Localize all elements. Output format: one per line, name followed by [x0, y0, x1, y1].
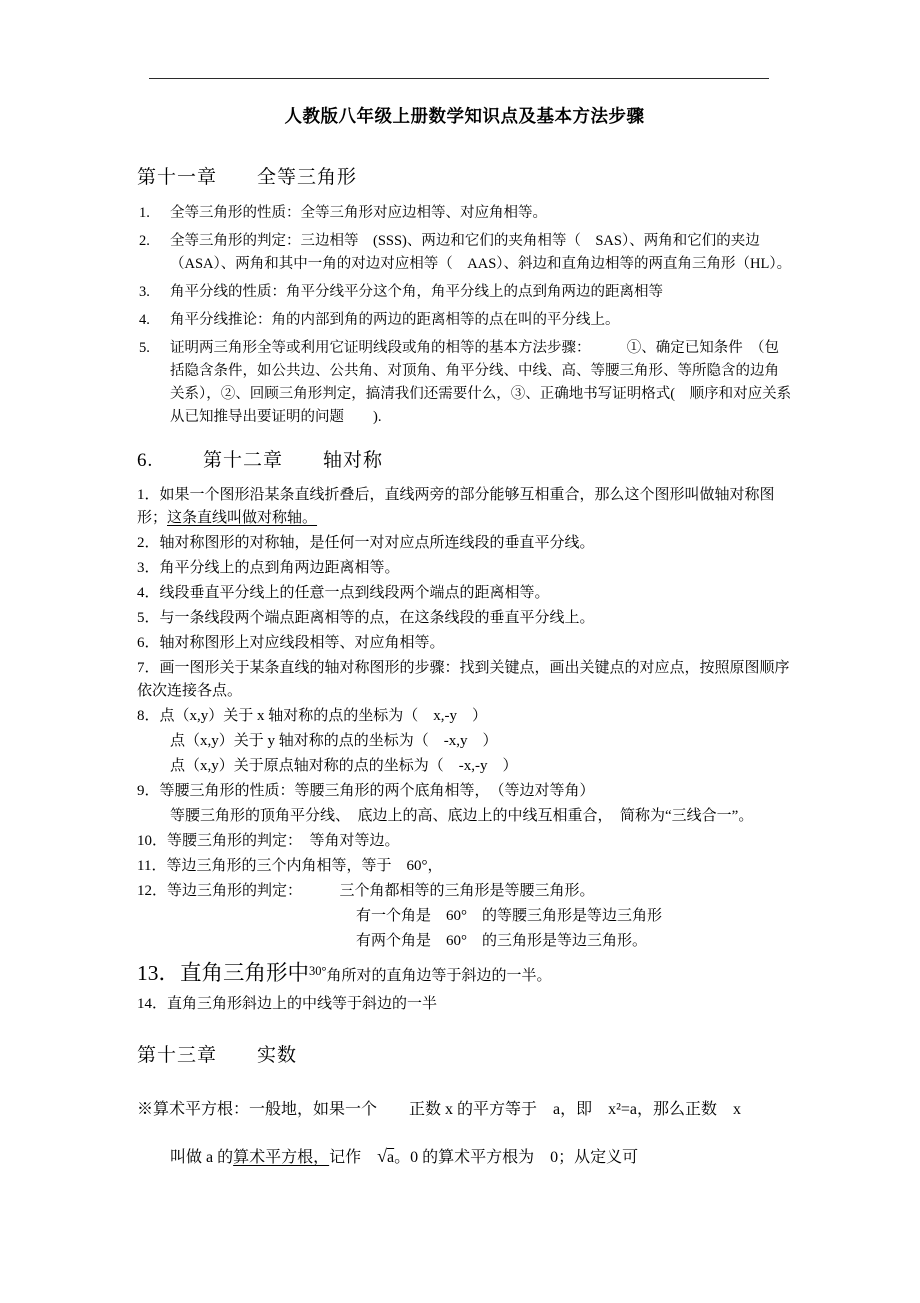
ch12-item-12-line3: 有两个角是 60° 的三角形是等边三角形。 [356, 933, 648, 949]
ch12-item-12-line1: 12．等边三角形的判定： 三个角都相等的三角形是等腰三角形。 [137, 883, 595, 899]
underlined-text: 这条直线叫做对称轴。 [167, 510, 318, 526]
item-number: 2. [139, 233, 150, 249]
ch12-item-10: 10．等腰三角形的判定： 等角对等边。 [137, 833, 400, 849]
ch11-item-3 [137, 281, 792, 304]
ch11-item-4 [137, 309, 792, 332]
ch12-item-7: 7．画一图形关于某条直线的轴对称图形的步骤：找到关键点，画出关键点的对应点，按照原图顺序依次连接各点。 [137, 660, 790, 699]
ch12-item-2: 2．轴对称图形的对称轴，是任何一对对应点所连线段的垂直平分线。 [137, 535, 595, 551]
chapter-13-heading: 第十三章 实数 [137, 1045, 298, 1066]
ch11-item-1 [137, 202, 792, 225]
ch12-item-6: 6．轴对称图形上对应线段相等、对应角相等。 [137, 635, 445, 651]
ch13-paragraph-line2 [137, 1143, 792, 1171]
ch12-item-12-line2: 有一个角是 60° 的等腰三角形是等边三角形 [356, 908, 663, 924]
ch12-item-8-line3: 点（x,y）关于原点轴对称的点的坐标为（ -x,-y ） [170, 758, 518, 774]
item-text: 角平分线的性质：角平分线平分这个角，角平分线上的点到角两边的距离相等 [170, 284, 663, 300]
ch12-item-9-line1: 9．等腰三角形的性质：等腰三角形的两个底角相等， （等边对等角） [137, 783, 595, 799]
radical-sign: √ [377, 1146, 388, 1166]
item-text: 1．如果一个图形沿某条直线折叠后，直线两旁的部分能够互相重合，那么这个图形叫做轴对称图形； [137, 487, 775, 526]
line2-mid-text: 记作 [329, 1149, 378, 1166]
line2-pre-text: 叫做 a 的 [170, 1149, 234, 1166]
arith-sqrt-underlined: 算术平方根， [233, 1149, 330, 1166]
ch13-paragraph-line1: ※算术平方根：一般地，如果一个 正数 x 的平方等于 a，即 x²=a，那么正数 x [137, 1101, 742, 1118]
ch12-item-11: 11．等边三角形的三个内角相等，等于 60°， [137, 858, 443, 874]
document-title: 人教版八年级上册数学知识点及基本方法步骤 [284, 106, 645, 126]
ch11-item-5 [137, 337, 792, 429]
ch11-item-2 [137, 230, 792, 276]
item-13-rest-text: 角所对的直角边等于斜边的一半。 [326, 968, 552, 984]
radicand: a [387, 1149, 395, 1166]
item-text: 全等三角形的判定：三边相等 (SSS)、两边和它们的夹角相等（ SAS）、两角和它们的夹边（ASA）、两角和其中一角的对边对应相等（ AAS）、斜边和直角边相等的两直角三角形（HL）。 [170, 233, 792, 272]
item-13-angle-value: 30° [309, 964, 327, 978]
chapter-11-list [137, 202, 792, 429]
chapter-11-heading: 第十一章 全等三角形 [137, 167, 358, 188]
chapter-12-heading [137, 445, 792, 472]
ch12-item-13 [137, 956, 792, 991]
sqrt-a-expression [377, 1146, 395, 1166]
chapter-12-number: 6. [137, 450, 154, 471]
ch12-item-1 [137, 484, 792, 530]
item-text: 全等三角形的性质：全等三角形对应边相等、对应角相等。 [170, 205, 547, 221]
item-number: 4. [139, 312, 150, 328]
item-number: 1. [139, 205, 150, 221]
line2-post-text: 。0 的算术平方根为 0；从定义可 [394, 1149, 639, 1166]
chapter-12-title: 第十二章 轴对称 [203, 450, 384, 471]
ch12-item-4: 4．线段垂直平分线上的任意一点到线段两个端点的距离相等。 [137, 585, 550, 601]
item-number: 5. [139, 340, 150, 356]
ch12-item-8-line1: 8．点（x,y）关于 x 轴对称的点的坐标为（ x,-y ） [137, 708, 487, 724]
item-text: 证明两三角形全等或利用它证明线段或角的相等的基本方法步骤： ①、确定已知条件 （包括隐含条件，如公共边、公共角、对顶角、角平分线、中线、高、等腰三角形、等所隐含的边角关系），②、回顾三角形判定，搞清我们还需要什么，③、正确地书写证明格式( 顺序和对应关系从已知推导出要证明的问题 ). [170, 340, 792, 425]
header-rule [149, 78, 769, 79]
item-text: 角平分线推论：角的内部到角的两边的距离相等的点在叫的平分线上。 [170, 312, 620, 328]
item-number: 3. [139, 284, 150, 300]
item-13-number: 13． [137, 961, 181, 985]
ch12-item-9-line2: 等腰三角形的顶角平分线、 底边上的高、底边上的中线互相重合， 简称为“三线合一”。 [170, 808, 754, 824]
item-13-large-text: 直角三角形中 [180, 961, 310, 985]
ch12-item-14: 14．直角三角形斜边上的中线等于斜边的一半 [137, 996, 438, 1012]
chapter-12-list [137, 484, 792, 1016]
ch12-item-5: 5．与一条线段两个端点距离相等的点，在这条线段的垂直平分线上。 [137, 610, 595, 626]
ch12-item-8-line2: 点（x,y）关于 y 轴对称的点的坐标为（ -x,y ） [170, 733, 498, 749]
ch12-item-3: 3．角平分线上的点到角两边距离相等。 [137, 560, 400, 576]
